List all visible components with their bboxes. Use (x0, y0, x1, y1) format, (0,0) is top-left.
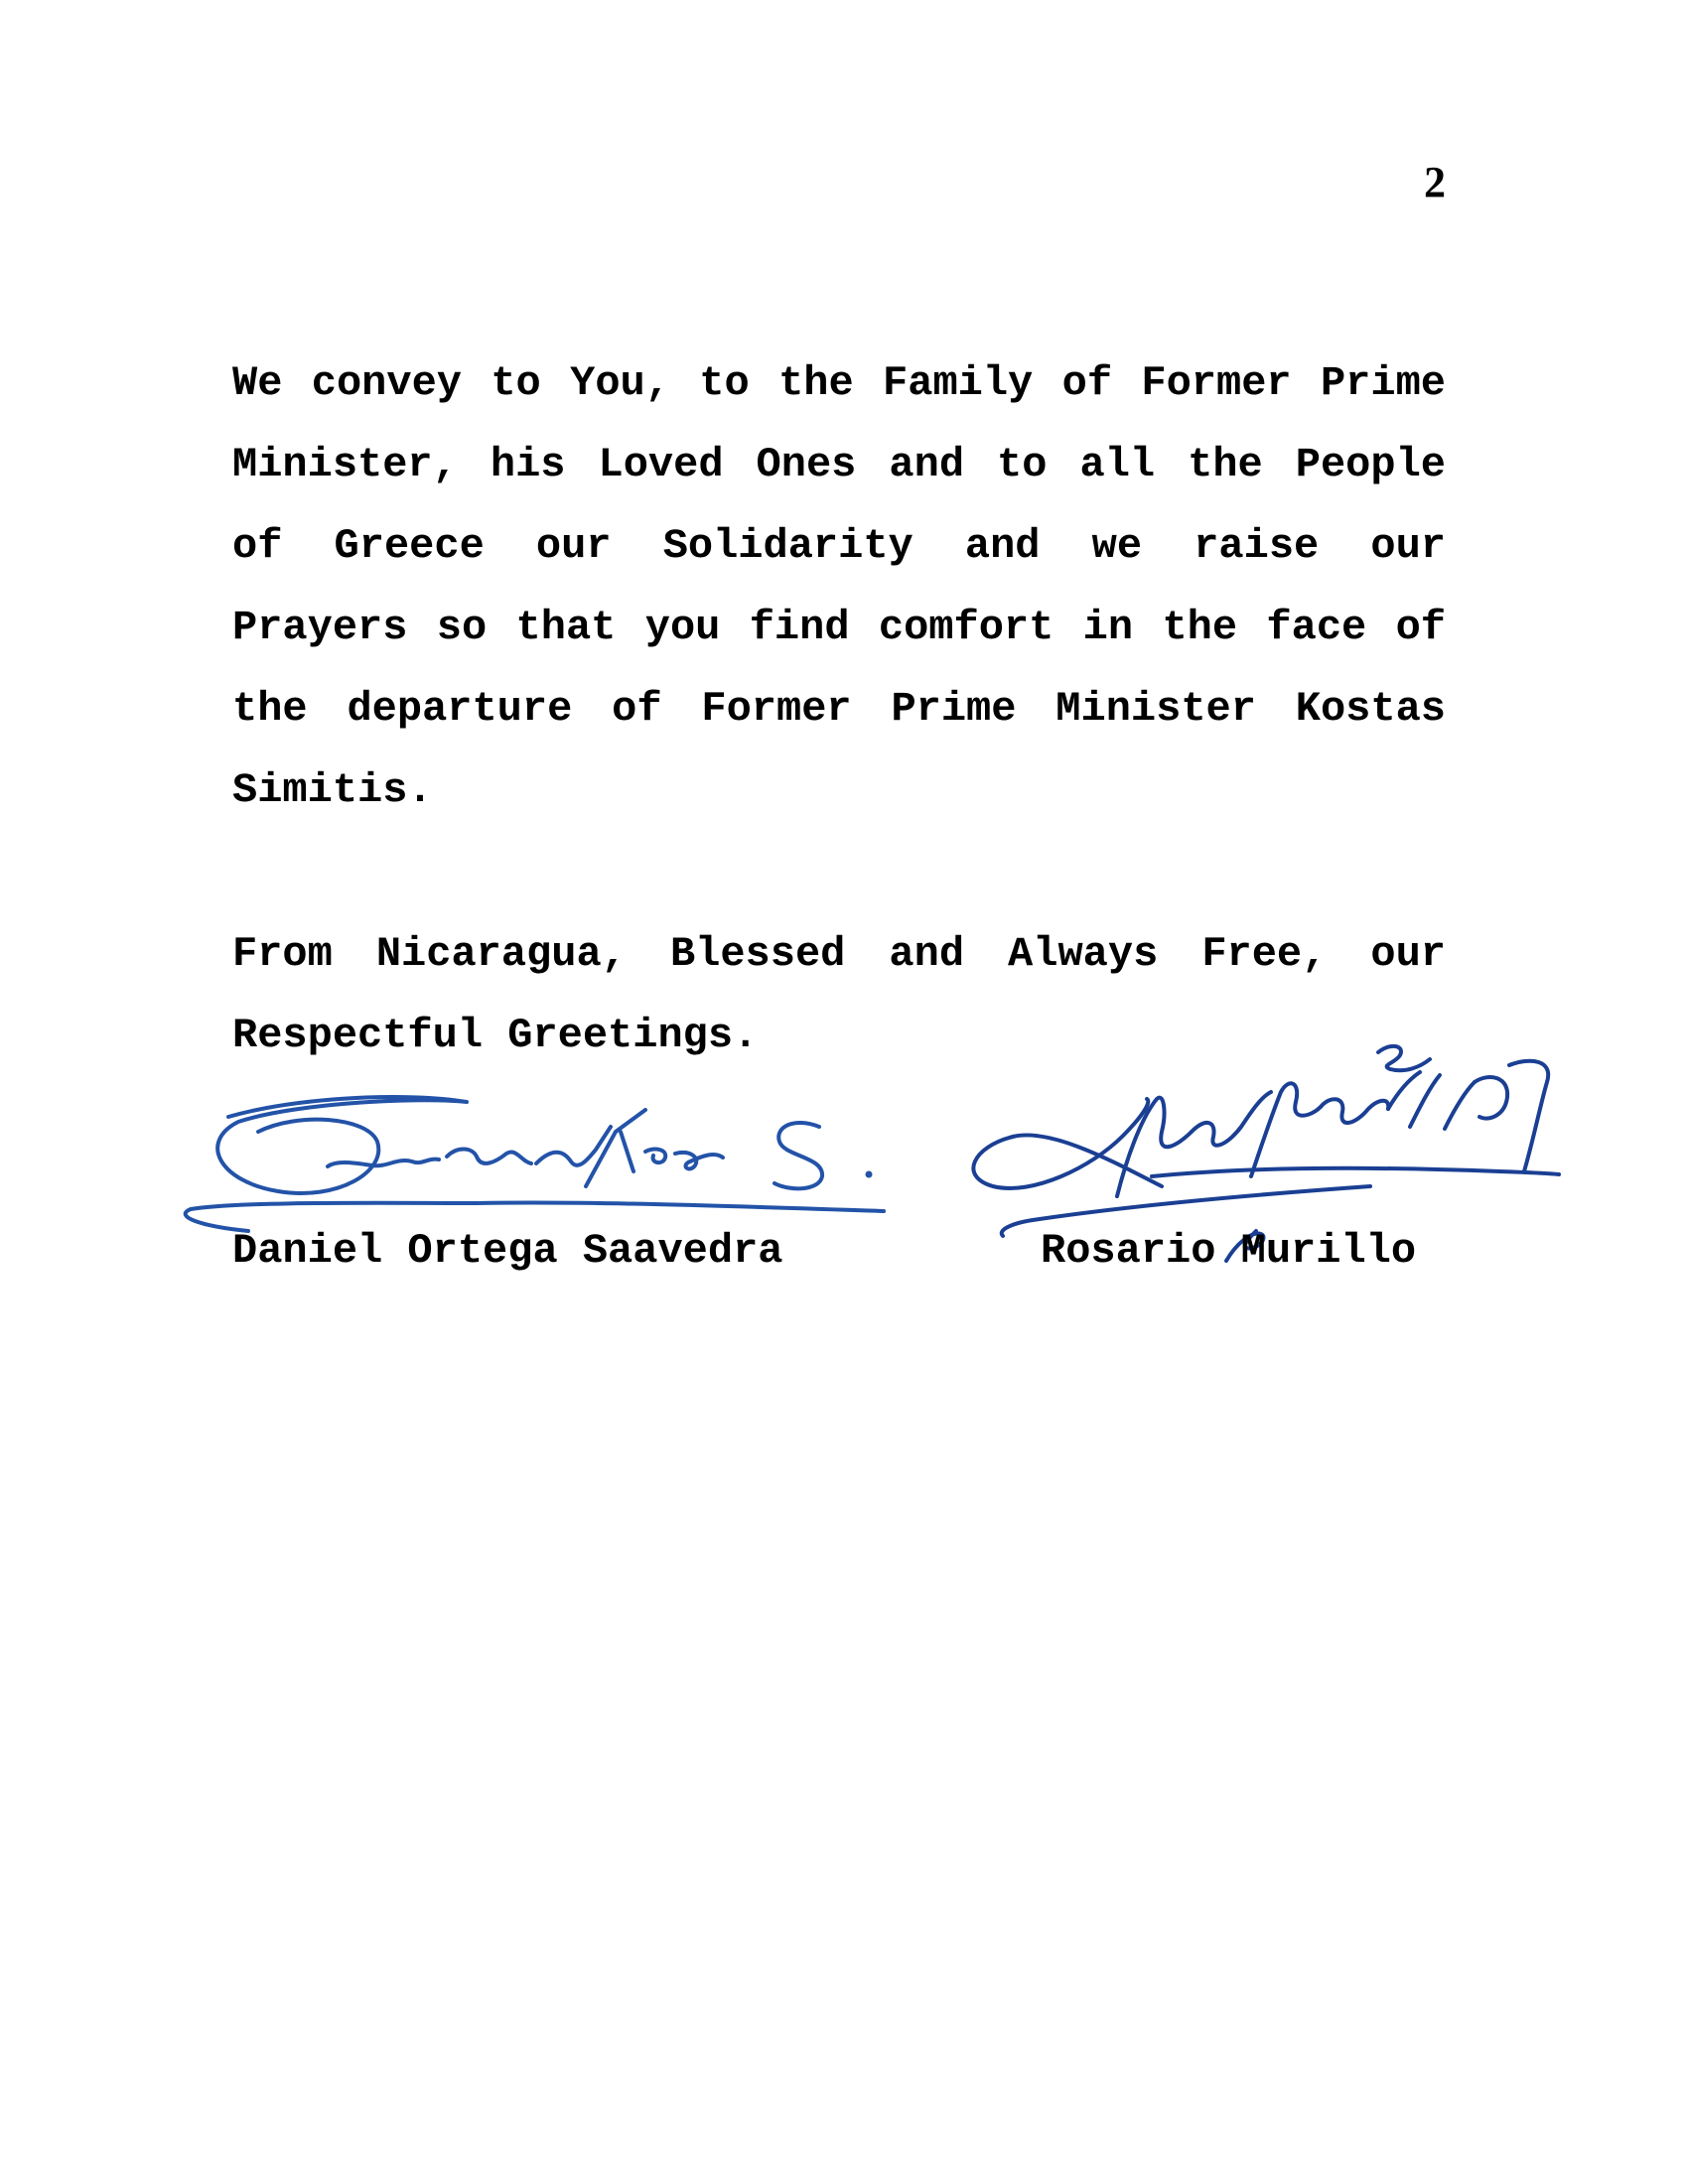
signatory-name-rosario: Rosario Murillo (1041, 1227, 1417, 1275)
page-number: 2 (1424, 158, 1446, 206)
daniel-ortega-signature (179, 1092, 904, 1241)
condolence-paragraph: We convey to You, to the Family of Former Prime Minister, his Loved Ones and to all the People of Greece our Solidarity and we raise our Prayers so that you find comfort in the face of the departure of Former Prime Minister Kostas Simitis. (232, 359, 1446, 814)
signatory-name-daniel: Daniel Ortega Saavedra (232, 1227, 783, 1275)
greeting-paragraph: From Nicaragua, Blessed and Always Free, our Respectful Greetings. (232, 930, 1446, 1059)
